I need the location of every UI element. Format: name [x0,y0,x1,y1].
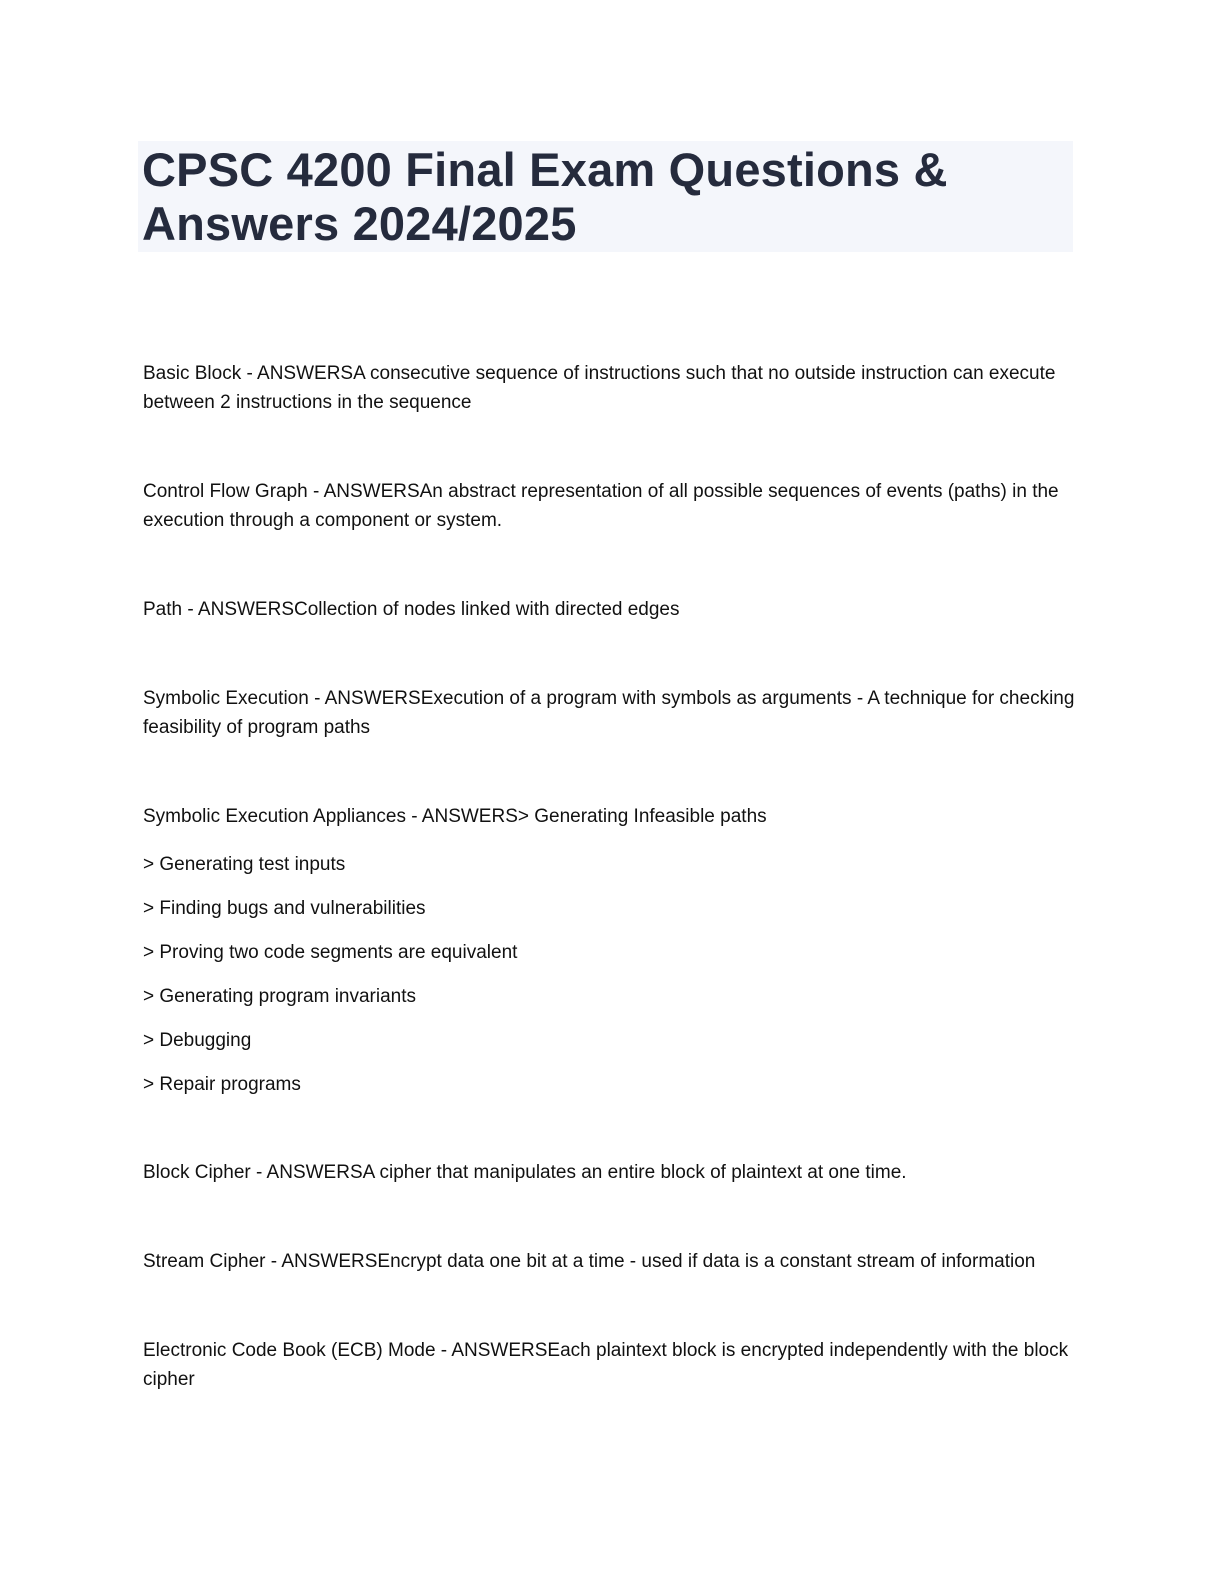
qa-text: Electronic Code Book (ECB) Mode - ANSWERSEach plaintext block is encrypted independently with the block cipher [143,1340,1069,1390]
qa-entry-symbolic-execution [143,665,1083,761]
document-title: CPSC 4200 Final Exam Questions & Answers 2024/2025 [142,143,948,250]
bullet-item: > Repair programs [143,1074,301,1095]
qa-text: Symbolic Execution - ANSWERSExecution of a program with symbols as arguments - A technique for checking feasibility of program paths [143,688,1075,738]
qa-text: Basic Block - ANSWERSA consecutive sequence of instructions such that no outside instruction can execute between 2 instructions in the sequence [143,363,1056,413]
bullet-item: > Proving two code segments are equivalent [143,942,518,963]
qa-text: Block Cipher - ANSWERSA cipher that manipulates an entire block of plaintext at one time. [143,1162,907,1183]
qa-entry-stream-cipher [143,1228,1083,1295]
qa-text: Symbolic Execution Appliances - ANSWERS> Generating Infeasible paths [143,806,767,827]
qa-entry-block-cipher [143,1139,1083,1206]
bullet-item: > Generating program invariants [143,986,417,1007]
qa-text: Path - ANSWERSCollection of nodes linked with directed edges [143,599,680,620]
qa-entry-ecb-mode [143,1317,1083,1413]
qa-entry-symbolic-execution-appliances [143,783,1083,1099]
qa-entry-control-flow-graph [143,458,1083,554]
qa-entry-path [143,576,1083,643]
qa-text: Stream Cipher - ANSWERSEncrypt data one bit at a time - used if data is a constant stream of information [143,1251,1036,1272]
title-box [138,141,1073,252]
bullet-item: > Generating test inputs [143,854,346,875]
bullet-item: > Finding bugs and vulnerabilities [143,898,426,919]
qa-text: Control Flow Graph - ANSWERSAn abstract representation of all possible sequences of events (paths) in the execution through a component or system. [143,481,1059,531]
qa-entry-basic-block [143,340,1083,436]
bullet-item: > Debugging [143,1030,252,1051]
